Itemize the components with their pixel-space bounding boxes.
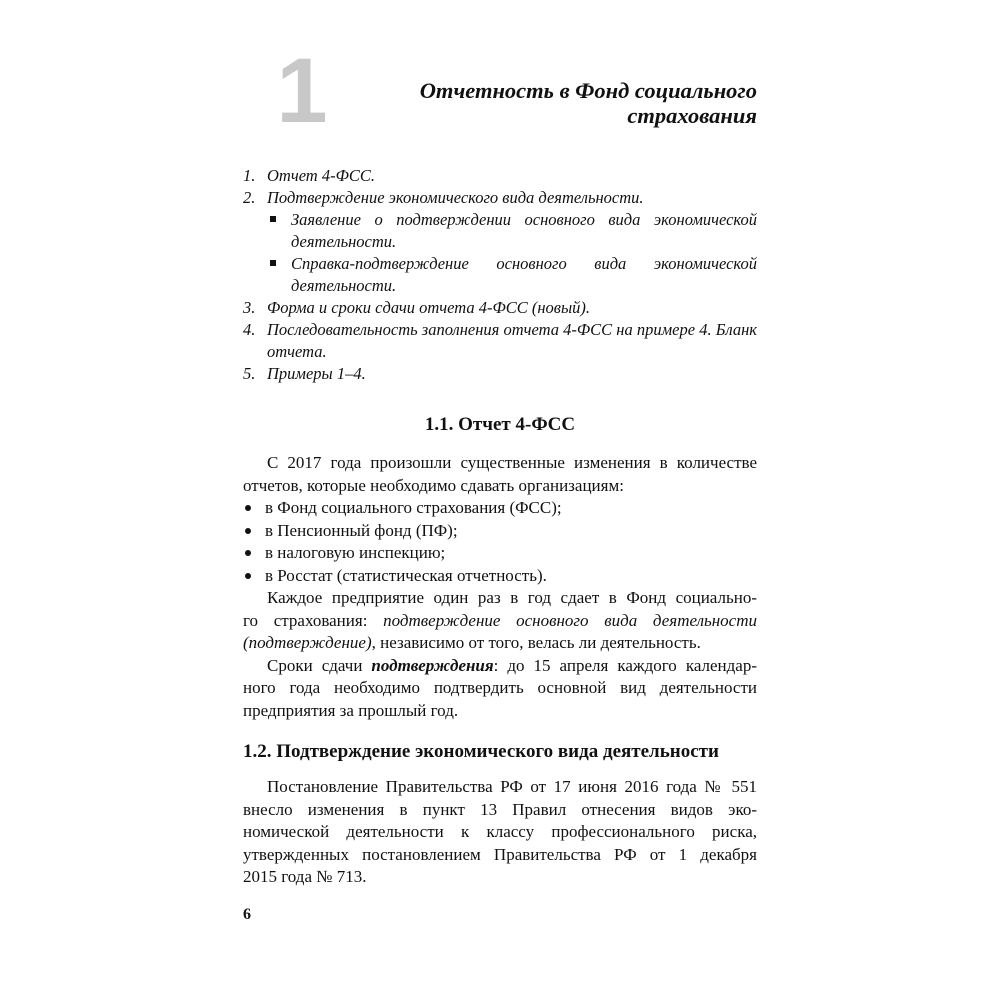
toc-subitem <box>243 209 757 253</box>
bullet-icon <box>245 550 251 556</box>
paragraph-line: 2015 года № 713. <box>243 867 367 886</box>
list-item-text: в налоговую инспекцию; <box>265 543 446 562</box>
text-run: , независимо от того, велась ли деятельность. <box>371 633 701 652</box>
section-1-1-body <box>243 452 757 722</box>
paragraph-line: ного года необходимо подтвердить основной вид деятельности <box>243 678 757 697</box>
toc-item-number: 2. <box>243 188 256 207</box>
list-item <box>243 542 757 565</box>
paragraph-line: внесло изменения в пункт 13 Правил отнесения видов эко- <box>243 799 757 819</box>
chapter-title-line2: страхования <box>627 103 757 128</box>
toc-item-text: Подтверждение экономического вида деятельности. <box>267 188 644 207</box>
list-item <box>243 497 757 520</box>
paragraph-line <box>243 655 757 678</box>
paragraph: С 2017 года произошли существенные изменения в количестве отчетов, которые необходимо сдавать организациям: <box>243 453 757 495</box>
paragraph <box>243 587 757 655</box>
toc-subitem <box>243 253 757 297</box>
toc-item-text: Отчет 4-ФСС. <box>267 166 375 185</box>
paragraph-line: Каждое предприятие один раз в год сдает в Фонд социально- <box>267 588 757 607</box>
emphasis-text: подтверждение основного вида деятельности <box>383 610 757 630</box>
emphasis-text: (подтверждение) <box>243 633 372 652</box>
text-run: : до 15 апреля каждого календар- <box>493 655 757 675</box>
section-heading-1-2: 1.2. Подтверждение экономического вида деятельности <box>243 741 719 762</box>
toc-item <box>243 165 757 187</box>
toc-item <box>243 187 757 209</box>
toc-item <box>243 297 757 319</box>
toc-subitem-text: Заявление о подтверждении основного вида экономической деятельности. <box>291 210 757 251</box>
chapter-title-line1: Отчетность в Фонд социального <box>419 78 757 103</box>
chapter-contents <box>243 165 757 385</box>
list-item-text: в Пенсионный фонд (ПФ); <box>265 520 458 540</box>
paragraph-line: предприятия за прошлый год. <box>243 700 459 720</box>
bullet-icon <box>245 505 251 511</box>
paragraph-line <box>243 610 757 633</box>
square-bullet-icon <box>270 216 276 222</box>
toc-item <box>243 363 757 385</box>
toc-item-number: 5. <box>243 364 256 383</box>
paragraph-line: утвержденных постановлением Правительства РФ от 1 декабря <box>243 844 757 864</box>
chapter-number-svg <box>262 52 342 127</box>
list-item <box>243 520 757 543</box>
section-1-2-body <box>243 776 757 889</box>
square-bullet-icon <box>270 260 276 266</box>
chapter-title <box>337 78 757 128</box>
toc-item-text: Примеры 1–4. <box>267 364 366 383</box>
paragraph-line <box>243 632 757 655</box>
chapter-number-graphic <box>262 52 342 127</box>
page-number: 6 <box>243 906 251 923</box>
toc-item-number: 1. <box>243 166 256 185</box>
paragraph <box>243 655 757 723</box>
text-run: го страхования: <box>243 610 384 630</box>
toc-item-number: 3. <box>243 298 256 317</box>
text-run: Сроки сдачи <box>267 655 372 675</box>
list-item-text: в Росстат (статистическая отчетность). <box>265 565 547 585</box>
toc-item <box>243 319 757 363</box>
bullet-icon <box>245 573 251 579</box>
strong-emphasis-text: подтверждения <box>371 655 494 675</box>
list-item-text: в Фонд социального страхования (ФСС); <box>265 498 562 517</box>
toc-item-number: 4. <box>243 320 256 339</box>
paragraph-line: Постановление Правительства РФ от 17 июня 2016 года № 551 <box>267 777 757 796</box>
bullet-icon <box>245 528 251 534</box>
section-heading-1-1: 1.1. Отчет 4-ФСС <box>424 414 576 435</box>
toc-item-text: Последовательность заполнения отчета 4-ФСС на примере 4. Бланк отчета. <box>267 320 757 361</box>
toc-subitem-text: Справка-подтверждение основного вида экономической деятельности. <box>291 254 757 295</box>
toc-item-text: Форма и сроки сдачи отчета 4-ФСС (новый). <box>267 298 591 317</box>
chapter-number: 1 <box>276 52 328 127</box>
list-item <box>243 565 757 588</box>
paragraph-line: номической деятельности к классу профессионального риска, <box>243 822 757 841</box>
